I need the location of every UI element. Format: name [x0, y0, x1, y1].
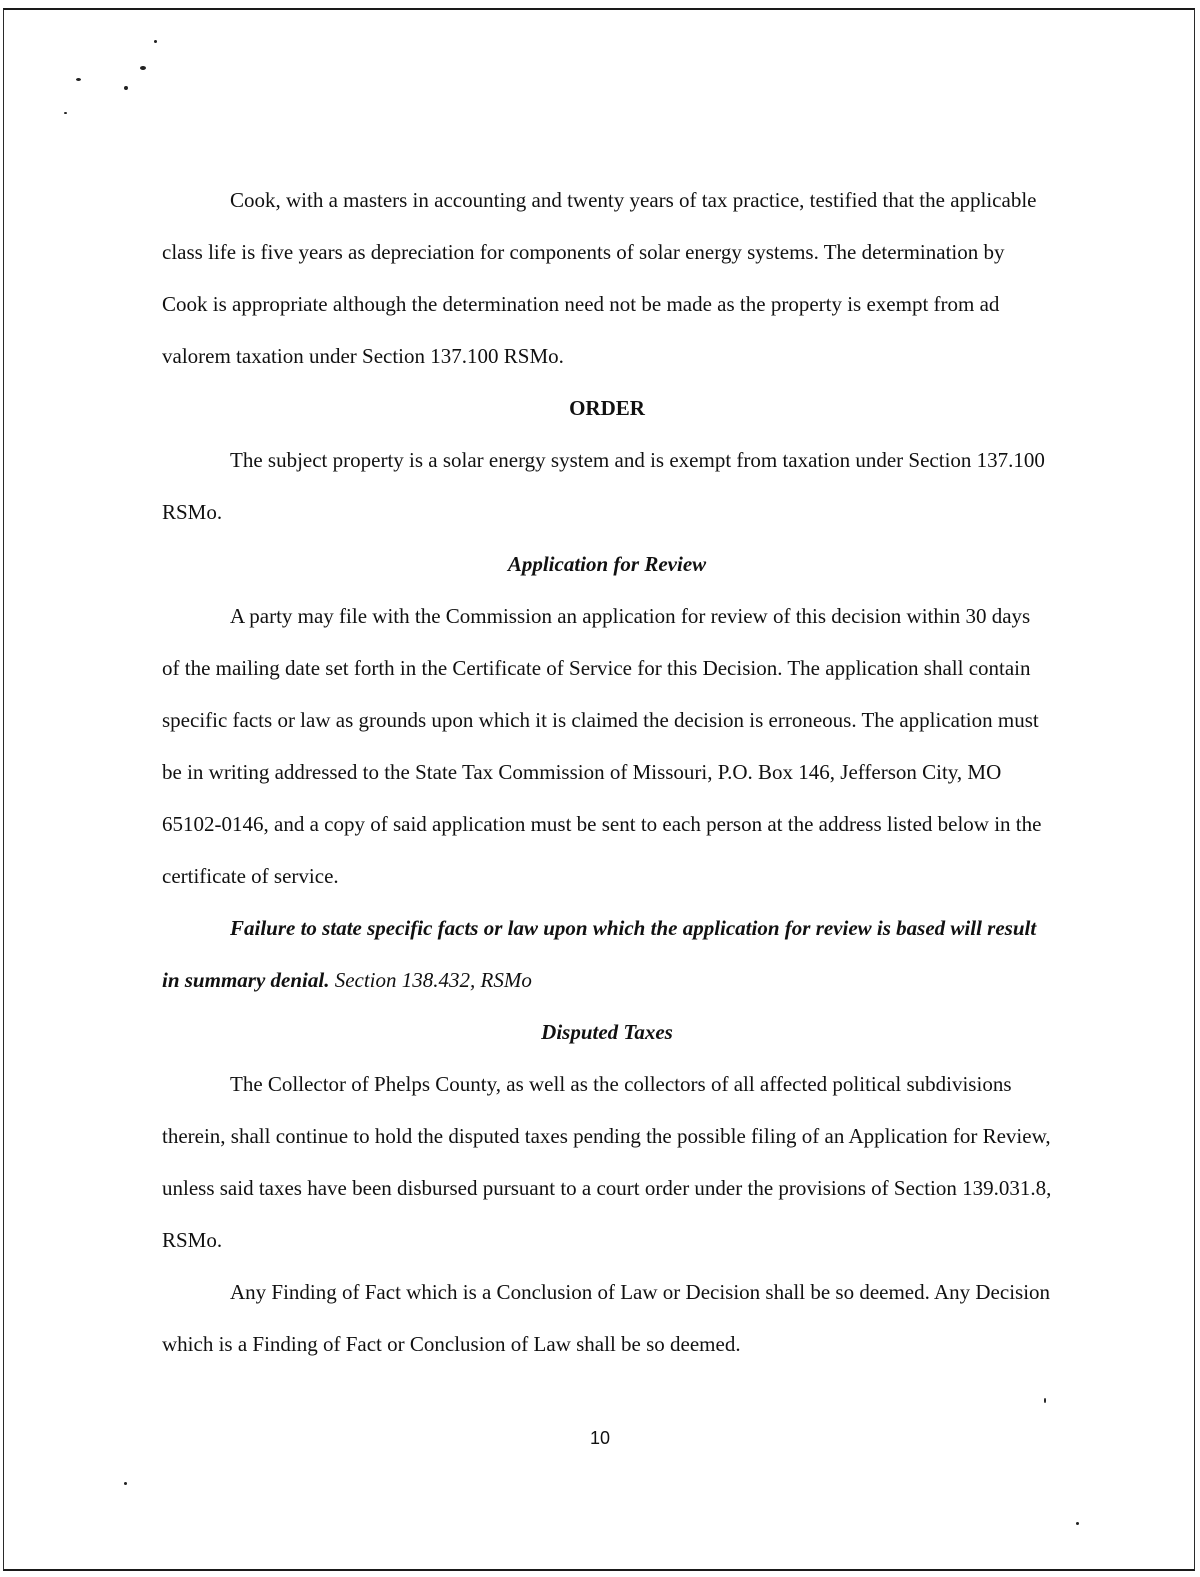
scan-speck — [64, 112, 67, 114]
summary-denial-warning — [162, 902, 1052, 1006]
scan-speck — [154, 40, 157, 43]
scan-speck — [124, 1482, 127, 1485]
scan-speck — [124, 86, 128, 90]
disputed-taxes-heading: Disputed Taxes — [541, 1020, 673, 1044]
warning-citation: Section 138.432, RSMo — [329, 968, 532, 992]
order-heading: ORDER — [569, 396, 645, 420]
warning-bold-text: Failure to state specific facts or law upon which the application for review is based will result in summary denial. — [162, 916, 1037, 992]
document-body — [162, 174, 1052, 1370]
order-paragraph: The subject property is a solar energy system and is exempt from taxation under Section 137.100 RSMo. — [162, 448, 1045, 524]
page-number: 10 — [589, 1428, 611, 1448]
finding-of-fact-paragraph: Any Finding of Fact which is a Conclusion of Law or Decision shall be so deemed. Any Decision which is a Finding of Fact or Conclusion of Law shall be so deemed. — [162, 1280, 1051, 1356]
application-for-review-heading: Application for Review — [507, 552, 707, 576]
testimony-paragraph: Cook, with a masters in accounting and twenty years of tax practice, testified that the applicable class life is five years as depreciation for components of solar energy systems. The determination by Cook is appropriate although the determination need not be made as the property is exempt from ad valorem taxation under Section 137.100 RSMo. — [162, 188, 1037, 368]
application-for-review-paragraph: A party may file with the Commission an application for review of this decision within 30 days of the mailing date set forth in the Certificate of Service for this Decision. The application shall contain specific facts or law as grounds upon which it is claimed the decision is erroneous. The application must be in writing addressed to the State Tax Commission of Missouri, P.O. Box 146, Jefferson City, MO 65102-0146, and a copy of said application must be sent to each person at the address listed below in the certificate of service. — [162, 604, 1042, 888]
scan-speck — [1076, 1522, 1079, 1525]
scan-speck — [140, 66, 146, 70]
disputed-taxes-paragraph: The Collector of Phelps County, as well as the collectors of all affected political subdivisions therein, shall continue to hold the disputed taxes pending the possible filing of an Application for Review, unless said taxes have been disbursed pursuant to a court order under the provisions of Section 139.031.8, RSMo. — [162, 1072, 1052, 1252]
scan-speck — [76, 78, 81, 81]
scan-speck — [1044, 1398, 1046, 1403]
